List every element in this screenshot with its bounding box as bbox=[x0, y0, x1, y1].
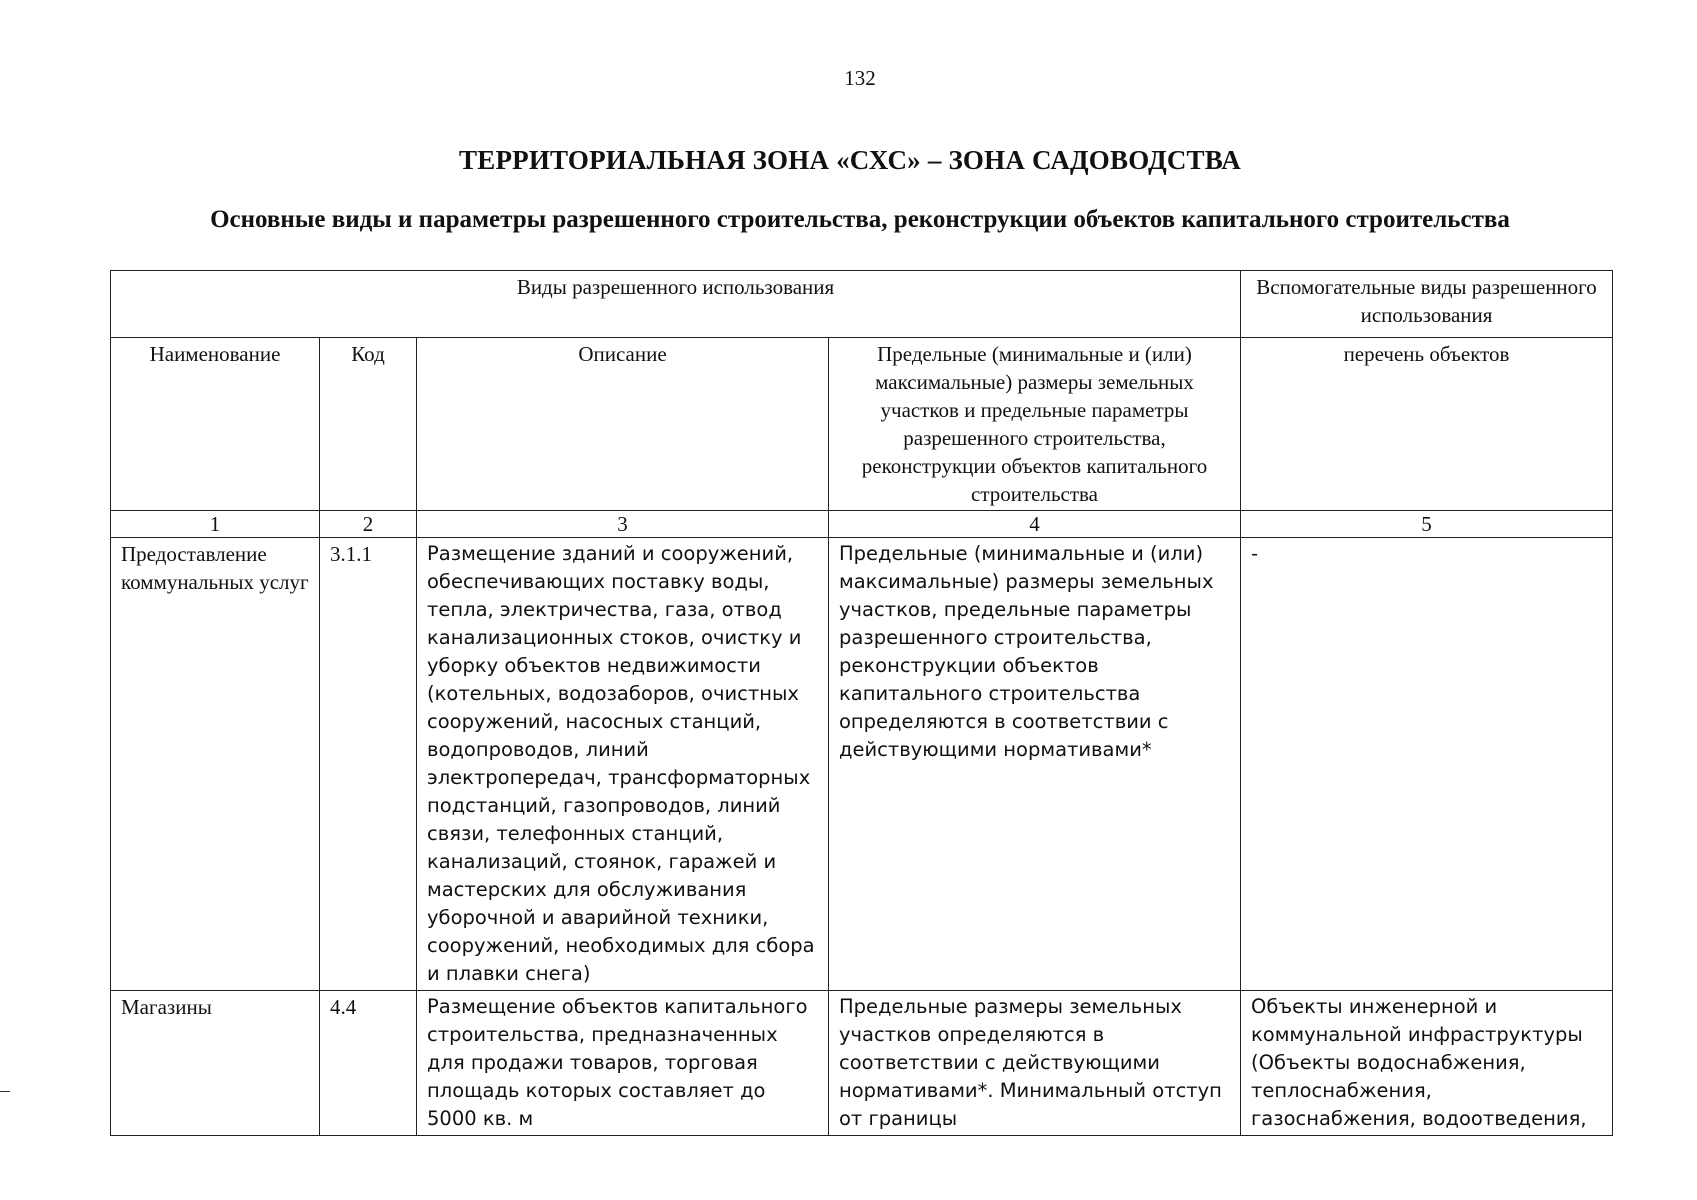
permitted-use-table bbox=[110, 270, 1613, 1136]
use-name: Магазины bbox=[111, 991, 320, 1136]
use-limits: Предельные размеры земельных участков определяются в соответствии с действующими нормативами*. Минимальный отступ от границы bbox=[829, 991, 1241, 1136]
margin-tick-mark bbox=[0, 1091, 10, 1092]
section-subtitle: Основные виды и параметры разрешенного строительства, реконструкции объектов капитального строительства bbox=[210, 206, 1510, 233]
auxiliary-objects: Объекты инженерной и коммунальной инфраструктуры (Объекты водоснабжения, теплоснабжения, газоснабжения, водоотведения, bbox=[1241, 991, 1613, 1136]
header-limits: Предельные (минимальные и (или) максимальные) размеры земельных участков и предельные параметры разрешенного строительства, реконструкции объектов капитального строительства bbox=[829, 338, 1241, 511]
header-name: Наименование bbox=[111, 338, 320, 511]
header-permitted-uses: Виды разрешенного использования bbox=[111, 271, 1241, 338]
header-code: Код bbox=[320, 338, 417, 511]
table-group-header-row bbox=[111, 271, 1613, 338]
header-description: Описание bbox=[417, 338, 829, 511]
column-number-row bbox=[111, 511, 1613, 538]
auxiliary-objects: - bbox=[1241, 538, 1613, 991]
column-number: 3 bbox=[417, 511, 829, 538]
header-objects-list: перечень объектов bbox=[1241, 338, 1613, 511]
column-number: 1 bbox=[111, 511, 320, 538]
zone-title: ТЕРРИТОРИАЛЬНАЯ ЗОНА «СХС» – ЗОНА САДОВОДСТВА bbox=[459, 145, 1241, 175]
column-number: 4 bbox=[829, 511, 1241, 538]
table-row bbox=[111, 991, 1613, 1136]
table-column-header-row bbox=[111, 338, 1613, 511]
use-name: Предоставление коммунальных услуг bbox=[111, 538, 320, 991]
header-auxiliary-uses: Вспомогательные виды разрешенного использования bbox=[1241, 271, 1613, 338]
use-description: Размещение объектов капитального строительства, предназначенных для продажи товаров, торговая площадь которых составляет до 5000 кв. м bbox=[417, 991, 829, 1136]
use-limits: Предельные (минимальные и (или) максимальные) размеры земельных участков, предельные параметры разрешенного строительства, реконструкции объектов капитального строительства определяются в соответствии с действующими нормативами* bbox=[829, 538, 1241, 991]
column-number: 2 bbox=[320, 511, 417, 538]
page-number: 132 bbox=[844, 66, 876, 90]
table-row bbox=[111, 538, 1613, 991]
use-code: 4.4 bbox=[320, 991, 417, 1136]
use-description: Размещение зданий и сооружений, обеспечивающих поставку воды, тепла, электричества, газа, отвод канализационных стоков, очистку и уборку объектов недвижимости (котельных, водозаборов, очистных сооружений, насосных станций, водопроводов, линий электропередач, трансформаторных подстанций, газопроводов, линий связи, телефонных станций, канализаций, стоянок, гаражей и мастерских для обслуживания уборочной и аварийной техники, сооружений, необходимых для сбора и плавки снега) bbox=[417, 538, 829, 991]
column-number: 5 bbox=[1241, 511, 1613, 538]
use-code: 3.1.1 bbox=[320, 538, 417, 991]
